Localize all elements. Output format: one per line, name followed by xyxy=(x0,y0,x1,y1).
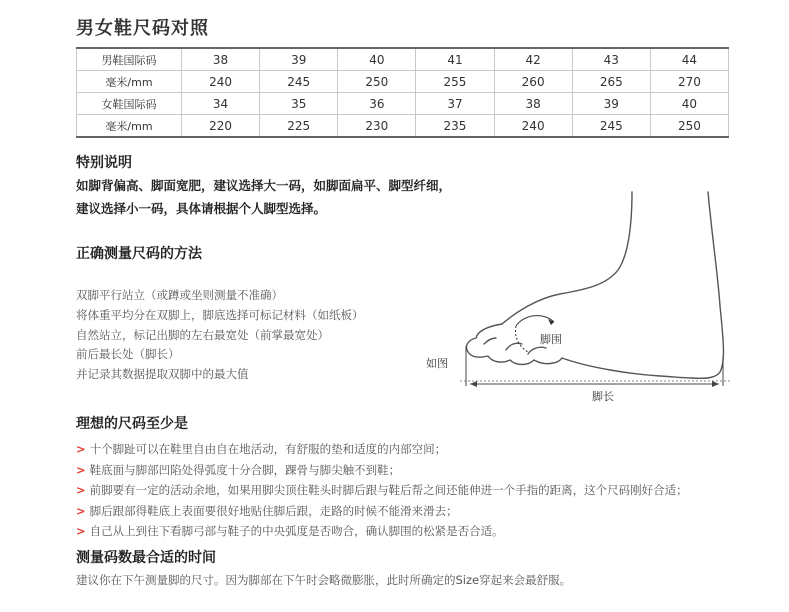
size-table-cell: 38 xyxy=(494,93,572,115)
special-line-2: 建议选择小一码，具体请根据个人脚型选择。 xyxy=(76,201,327,216)
label-as-shown: 如图 xyxy=(426,357,448,370)
size-table-row-label: 男鞋国际码 xyxy=(77,48,182,71)
timing-heading: 测量码数最合适的时间 xyxy=(76,550,216,566)
foot-sole xyxy=(562,358,692,378)
label-girth: 脚围 xyxy=(540,333,562,346)
method-list xyxy=(76,286,364,385)
size-table-cell: 42 xyxy=(494,48,572,71)
size-table-cell: 39 xyxy=(572,93,650,115)
size-table-cell: 240 xyxy=(182,71,260,93)
size-table-cell: 37 xyxy=(416,93,494,115)
size-table-cell: 235 xyxy=(416,115,494,138)
arrow-icon: > xyxy=(76,442,86,456)
size-table-cell: 270 xyxy=(650,71,728,93)
method-item: 自然站立，标记出脚的左右最宽处（前掌最宽处） xyxy=(76,327,329,342)
size-table-cell: 265 xyxy=(572,71,650,93)
arrow-icon: > xyxy=(76,503,86,518)
size-table-cell: 230 xyxy=(338,115,416,138)
foot-outline-front xyxy=(502,192,632,324)
size-chart-table xyxy=(76,47,729,138)
size-table-cell: 40 xyxy=(338,48,416,71)
size-table-cell: 225 xyxy=(260,115,338,138)
foot-outline-back xyxy=(692,192,723,378)
size-table-cell: 260 xyxy=(494,71,572,93)
ideal-item: > 十个脚趾可以在鞋里自由自在地活动，有舒服的垫和适度的内部空间； xyxy=(76,442,447,456)
size-table-cell: 38 xyxy=(182,48,260,71)
method-item: 双脚平行站立（或蹲或坐则测量不准确） xyxy=(76,288,283,302)
size-table-cell: 34 xyxy=(182,93,260,115)
ideal-item: > 自己从上到往下看脚弓部与鞋子的中央弧度是否吻合，确认脚围的松紧是否合适。 xyxy=(76,524,504,538)
method-item: 并记录其数据提取双脚中的最大值 xyxy=(76,367,249,382)
ideal-heading: 理想的尺码至少是 xyxy=(76,416,188,432)
ideal-item: > 鞋底面与脚部凹陷处得弧度十分合脚，踝骨与脚尖触不到鞋； xyxy=(76,462,401,477)
girth-arrow xyxy=(516,316,554,326)
label-length: 脚长 xyxy=(592,390,614,403)
ideal-item: > 脚后跟部得鞋底上表面要很好地贴住脚后跟，走路的时候不能滑来滑去； xyxy=(76,503,458,518)
size-table-cell: 44 xyxy=(650,48,728,71)
size-table-cell: 43 xyxy=(572,48,650,71)
timing-text: 建议你在下午测量脚的尺寸。因为脚部在下午时会略微膨胀，此时所确定的Size穿起来会最舒服。 xyxy=(76,573,572,587)
size-table-row-label: 毫米/mm xyxy=(77,71,182,93)
arrow-icon: > xyxy=(76,462,86,477)
size-table-row xyxy=(77,115,729,138)
length-arrow-left-head xyxy=(470,381,477,387)
size-table-cell: 250 xyxy=(650,115,728,138)
size-table-cell: 250 xyxy=(338,71,416,93)
size-table-row xyxy=(77,48,729,71)
size-table-row xyxy=(77,93,729,115)
special-line-1: 如脚背偏高、脚面宽肥，建议选择大一码，如脚面扁平、脚型纤细， xyxy=(76,178,452,193)
foot-diagram xyxy=(420,186,740,406)
size-table-row xyxy=(77,71,729,93)
arrow-icon: > xyxy=(76,483,86,497)
size-table-cell: 41 xyxy=(416,48,494,71)
size-table-row-label: 毫米/mm xyxy=(77,115,182,138)
ideal-list xyxy=(76,439,688,542)
size-table-cell: 255 xyxy=(416,71,494,93)
method-item: 将体重平均分在双脚上，脚底选择可标记材料（如纸板） xyxy=(76,307,364,322)
size-table-cell: 245 xyxy=(572,115,650,138)
size-table-cell: 220 xyxy=(182,115,260,138)
method-item: 前后最长处（脚长） xyxy=(76,347,180,362)
size-table-cell: 40 xyxy=(650,93,728,115)
size-table-cell: 39 xyxy=(260,48,338,71)
size-table-cell: 36 xyxy=(338,93,416,115)
ideal-item: > 前脚要有一定的活动余地，如果用脚尖顶住鞋头时脚后跟与鞋后帮之间还能伸进一个手指的距离，这个尺码刚好合适； xyxy=(76,483,688,497)
arrow-icon: > xyxy=(76,524,86,538)
method-heading: 正确测量尺码的方法 xyxy=(76,246,202,262)
special-heading: 特别说明 xyxy=(76,155,132,171)
size-table-cell: 240 xyxy=(494,115,572,138)
size-table-cell: 245 xyxy=(260,71,338,93)
size-table-cell: 35 xyxy=(260,93,338,115)
size-table-row-label: 女鞋国际码 xyxy=(77,93,182,115)
page-title: 男女鞋尺码对照 xyxy=(76,18,209,39)
length-arrow-right-head xyxy=(712,381,719,387)
